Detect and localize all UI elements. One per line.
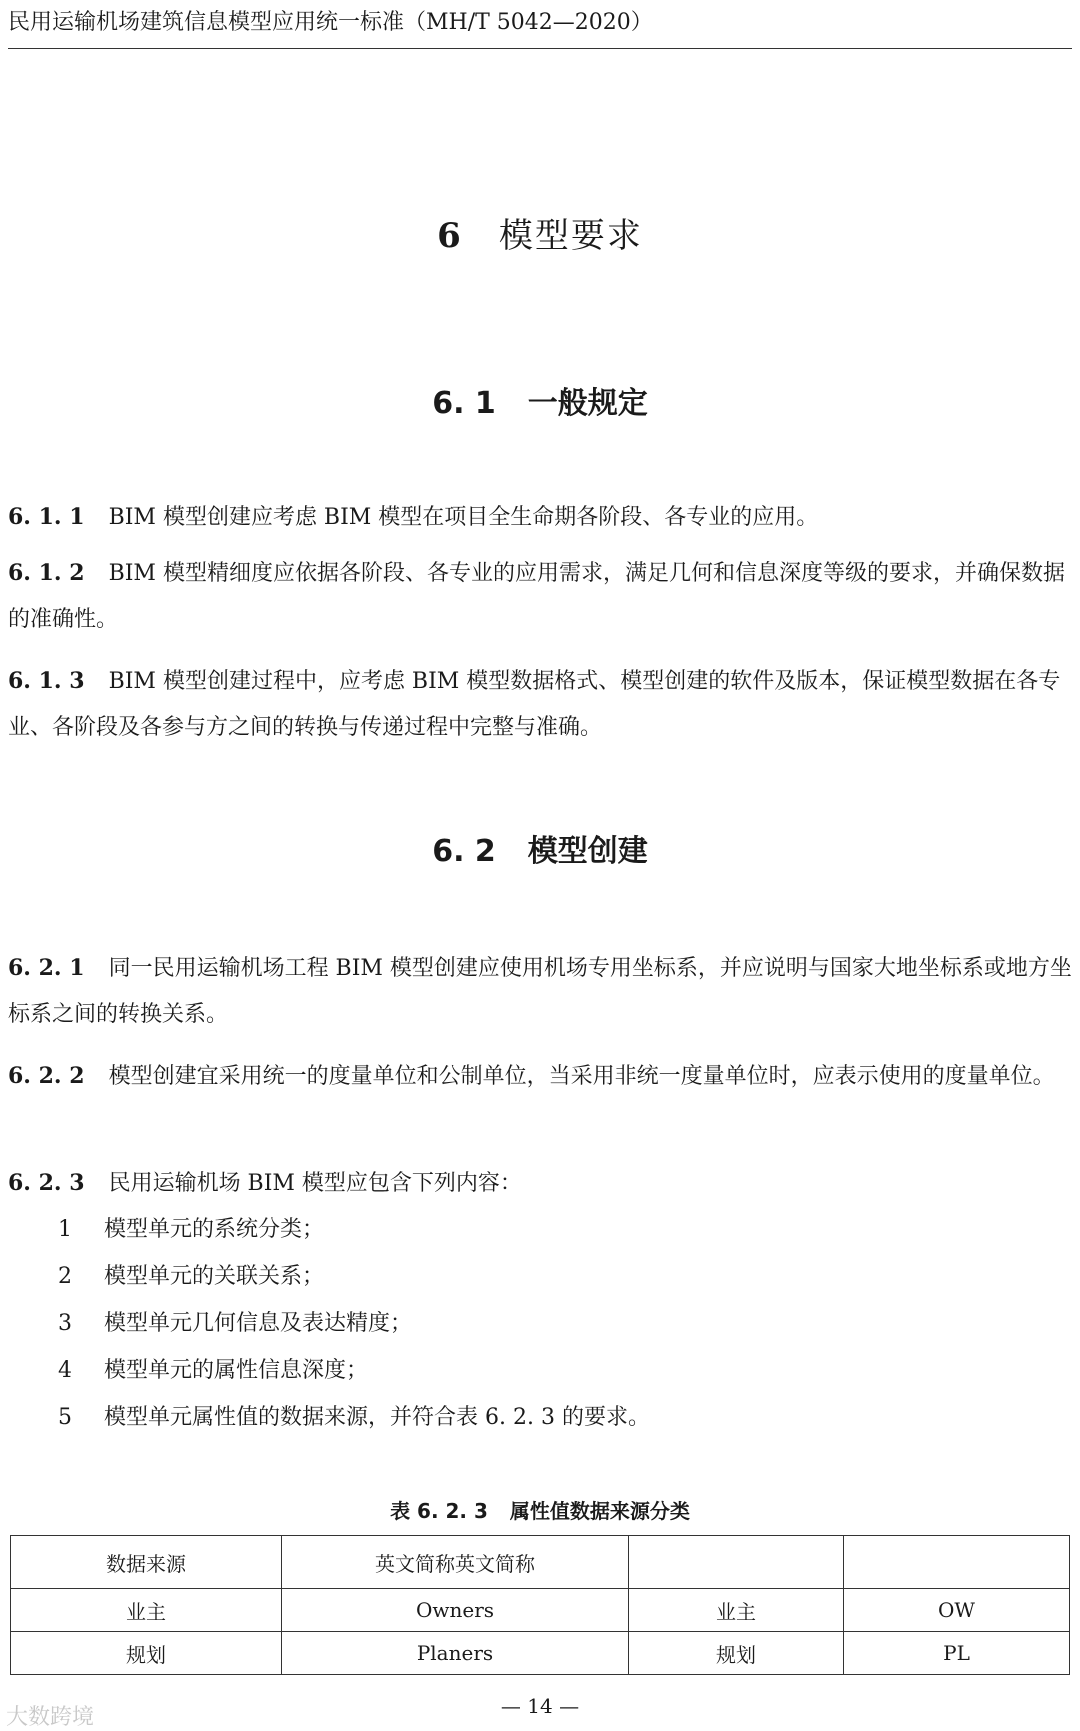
clause-6-2-3 [8, 1160, 1072, 1207]
clause-6-2-1 [8, 945, 1072, 1038]
clause-text: 民用运输机场 BIM 模型应包含下列内容： [108, 1171, 522, 1196]
list-item [8, 1253, 1072, 1300]
table-header-row [11, 1536, 1070, 1589]
table-header-cell [844, 1536, 1070, 1589]
list-item-number: 4 [58, 1358, 72, 1383]
clause-text: 模型创建宜采用统一的度量单位和公制单位，当采用非统一度量单位时，应表示使用的度量单位。 [108, 1064, 1055, 1089]
clause-text: 同一民用运输机场工程 BIM 模型创建应使用机场专用坐标系，并应说明与国家大地坐标系或地方坐标系之间的转换关系。 [8, 956, 1072, 1027]
section-title-6-2 [0, 826, 1080, 870]
clause-6-1-1 [8, 494, 1072, 541]
clause-text: BIM 模型精细度应依据各阶段、各专业的应用需求，满足几何和信息深度等级的要求，并确保数据的准确性。 [8, 561, 1065, 632]
list-item-number: 5 [58, 1405, 72, 1430]
table-cell: 业主 [629, 1589, 844, 1632]
clause-text: BIM 模型创建应考虑 BIM 模型在项目全生命期各阶段、各专业的应用。 [108, 505, 819, 530]
chapter-name: 模型要求 [498, 216, 643, 256]
list-item-text: 模型单元的系统分类； [104, 1217, 325, 1242]
list-item-number: 1 [58, 1217, 72, 1242]
list-item [8, 1347, 1072, 1394]
list-item [8, 1394, 1072, 1441]
table-row [11, 1632, 1070, 1675]
list-item-text: 模型单元的属性信息深度； [104, 1358, 369, 1383]
list-item-number: 2 [58, 1264, 72, 1289]
clause-6-2-2 [8, 1053, 1072, 1100]
clause-number: 6. 2. 1 [8, 955, 85, 981]
table-cell: OW [844, 1589, 1070, 1632]
chapter-number: 6 [437, 216, 463, 256]
watermark: 大数跨境 [6, 1705, 95, 1730]
clause-number: 6. 2. 2 [8, 1063, 85, 1089]
table-caption [0, 1495, 1080, 1524]
list-item-number: 3 [58, 1311, 72, 1336]
table-row [11, 1589, 1070, 1632]
clause-6-1-2 [8, 550, 1072, 643]
table-cell: 规划 [11, 1632, 282, 1675]
list-item-text: 模型单元的关联关系； [104, 1264, 325, 1289]
page-number: — 14 — [500, 1694, 580, 1718]
list-item [8, 1300, 1072, 1347]
table-title: 属性值数据来源分类 [509, 1499, 690, 1523]
table-cell: Planers [282, 1632, 629, 1675]
list-item-text: 模型单元属性值的数据来源，并符合表 6. 2. 3 的要求。 [104, 1405, 650, 1430]
section-number: 6. 2 [432, 834, 496, 869]
running-header: 民用运输机场建筑信息模型应用统一标准（MH/T 5042—2020） [8, 10, 653, 35]
clause-number: 6. 1. 1 [8, 504, 85, 530]
clause-number: 6. 1. 2 [8, 560, 85, 586]
table-header-cell: 英文简称英文简称 [282, 1536, 629, 1589]
list-item [8, 1206, 1072, 1253]
chapter-title [0, 208, 1080, 257]
header-rule [8, 48, 1072, 49]
table-cell: 业主 [11, 1589, 282, 1632]
clause-text: BIM 模型创建过程中，应考虑 BIM 模型数据格式、模型创建的软件及版本，保证模型数据在各专业、各阶段及各参与方之间的转换与传递过程中完整与准确。 [8, 669, 1061, 740]
content-list [8, 1206, 1072, 1441]
table-header-cell [629, 1536, 844, 1589]
section-name: 模型创建 [527, 834, 648, 869]
section-title-6-1 [0, 378, 1080, 422]
list-item-text: 模型单元几何信息及表达精度； [104, 1311, 413, 1336]
clause-number: 6. 2. 3 [8, 1170, 85, 1196]
table-header-cell: 数据来源 [11, 1536, 282, 1589]
section-name: 一般规定 [527, 386, 648, 421]
clause-number: 6. 1. 3 [8, 668, 85, 694]
clause-6-1-3 [8, 658, 1072, 751]
table-cell: 规划 [629, 1632, 844, 1675]
data-source-table [10, 1535, 1070, 1675]
table-cell: PL [844, 1632, 1070, 1675]
table-cell: Owners [282, 1589, 629, 1632]
table-number: 表 6. 2. 3 [390, 1499, 488, 1523]
section-number: 6. 1 [432, 386, 496, 421]
